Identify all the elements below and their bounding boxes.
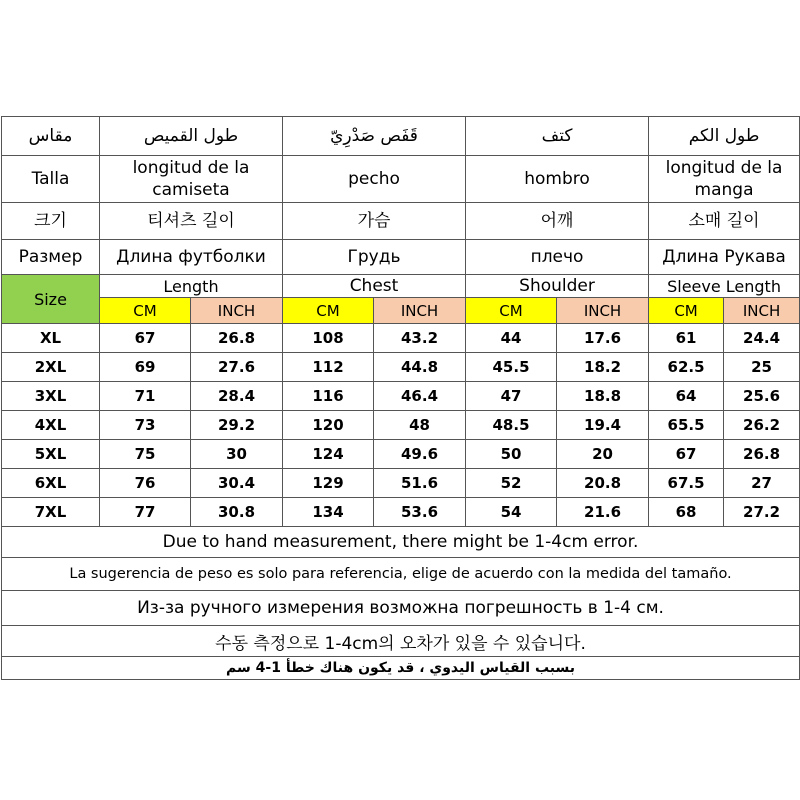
sleeve-inch-cell: 24.4 bbox=[724, 324, 800, 353]
russian-size-label: Размер bbox=[2, 240, 100, 275]
note-row-korean bbox=[2, 626, 800, 657]
shoulder-cm-cell: 47 bbox=[466, 382, 557, 411]
chest-inch-header: INCH bbox=[374, 298, 466, 324]
chest-inch-cell: 43.2 bbox=[374, 324, 466, 353]
sleeve-cm-cell: 61 bbox=[649, 324, 724, 353]
table-row bbox=[2, 469, 800, 498]
spanish-sleeve-label: longitud de la manga bbox=[649, 156, 800, 203]
shoulder-inch-cell: 18.2 bbox=[557, 353, 649, 382]
russian-shoulder-label: плечо bbox=[466, 240, 649, 275]
note-row-english bbox=[2, 527, 800, 558]
table-row bbox=[2, 353, 800, 382]
sleeve-inch-cell: 26.8 bbox=[724, 440, 800, 469]
chest-cm-cell: 129 bbox=[283, 469, 374, 498]
shoulder-cm-cell: 45.5 bbox=[466, 353, 557, 382]
sleeve-cm-cell: 65.5 bbox=[649, 411, 724, 440]
length-inch-cell: 30.8 bbox=[191, 498, 283, 527]
shoulder-inch-cell: 20 bbox=[557, 440, 649, 469]
shoulder-inch-cell: 17.6 bbox=[557, 324, 649, 353]
chest-cm-header: CM bbox=[283, 298, 374, 324]
length-inch-cell: 30 bbox=[191, 440, 283, 469]
chest-header: Chest bbox=[283, 275, 466, 298]
korean-header-row bbox=[2, 203, 800, 240]
note-row-russian bbox=[2, 591, 800, 626]
table-row bbox=[2, 498, 800, 527]
chest-cm-cell: 112 bbox=[283, 353, 374, 382]
chest-cm-cell: 116 bbox=[283, 382, 374, 411]
shoulder-cm-cell: 52 bbox=[466, 469, 557, 498]
length-inch-cell: 26.8 bbox=[191, 324, 283, 353]
spanish-shoulder-label: hombro bbox=[466, 156, 649, 203]
sleeve-cm-cell: 64 bbox=[649, 382, 724, 411]
size-cell: 7XL bbox=[2, 498, 100, 527]
length-cm-cell: 75 bbox=[100, 440, 191, 469]
size-cell: XL bbox=[2, 324, 100, 353]
spanish-size-label: Talla bbox=[2, 156, 100, 203]
chest-cm-cell: 120 bbox=[283, 411, 374, 440]
chest-inch-cell: 51.6 bbox=[374, 469, 466, 498]
sleeve-inch-cell: 27.2 bbox=[724, 498, 800, 527]
note-row-arabic bbox=[2, 657, 800, 680]
size-cell: 2XL bbox=[2, 353, 100, 382]
length-cm-cell: 69 bbox=[100, 353, 191, 382]
shoulder-inch-cell: 19.4 bbox=[557, 411, 649, 440]
sleeve-cm-cell: 67 bbox=[649, 440, 724, 469]
table-row bbox=[2, 324, 800, 353]
arabic-chest-label: قَفَص صَدْرِيّ bbox=[283, 117, 466, 156]
shoulder-inch-cell: 21.6 bbox=[557, 498, 649, 527]
size-cell: 3XL bbox=[2, 382, 100, 411]
sleeve-inch-header: INCH bbox=[724, 298, 800, 324]
shoulder-inch-cell: 20.8 bbox=[557, 469, 649, 498]
shoulder-inch-header: INCH bbox=[557, 298, 649, 324]
length-cm-cell: 67 bbox=[100, 324, 191, 353]
russian-chest-label: Грудь bbox=[283, 240, 466, 275]
length-inch-cell: 30.4 bbox=[191, 469, 283, 498]
english-header-row bbox=[2, 275, 800, 298]
sleeve-cm-cell: 67.5 bbox=[649, 469, 724, 498]
arabic-shoulder-label: كتف bbox=[466, 117, 649, 156]
note-row-spanish bbox=[2, 558, 800, 591]
korean-length-label: 티셔츠 길이 bbox=[100, 203, 283, 240]
sleeve-cm-cell: 62.5 bbox=[649, 353, 724, 382]
arabic-header-row bbox=[2, 117, 800, 156]
length-inch-cell: 28.4 bbox=[191, 382, 283, 411]
table-row bbox=[2, 440, 800, 469]
chest-inch-cell: 48 bbox=[374, 411, 466, 440]
length-header: Length bbox=[100, 275, 283, 298]
russian-sleeve-label: Длина Рукава bbox=[649, 240, 800, 275]
chest-cm-cell: 124 bbox=[283, 440, 374, 469]
spanish-chest-label: pecho bbox=[283, 156, 466, 203]
chest-cm-cell: 134 bbox=[283, 498, 374, 527]
chest-inch-cell: 46.4 bbox=[374, 382, 466, 411]
sleeve-inch-cell: 27 bbox=[724, 469, 800, 498]
spanish-header-row bbox=[2, 156, 800, 203]
size-header: Size bbox=[2, 275, 100, 324]
size-cell: 5XL bbox=[2, 440, 100, 469]
shoulder-cm-cell: 48.5 bbox=[466, 411, 557, 440]
length-cm-cell: 76 bbox=[100, 469, 191, 498]
length-inch-cell: 29.2 bbox=[191, 411, 283, 440]
arabic-sleeve-label: طول الكم bbox=[649, 117, 800, 156]
chest-cm-cell: 108 bbox=[283, 324, 374, 353]
table-row bbox=[2, 411, 800, 440]
arabic-size-label: مقاس bbox=[2, 117, 100, 156]
measurement-rows bbox=[2, 324, 800, 527]
table-row bbox=[2, 382, 800, 411]
length-cm-cell: 77 bbox=[100, 498, 191, 527]
arabic-length-label: طول القميص bbox=[100, 117, 283, 156]
size-chart-table bbox=[1, 116, 800, 680]
chest-inch-cell: 53.6 bbox=[374, 498, 466, 527]
shoulder-inch-cell: 18.8 bbox=[557, 382, 649, 411]
length-cm-cell: 71 bbox=[100, 382, 191, 411]
chest-inch-cell: 49.6 bbox=[374, 440, 466, 469]
shoulder-cm-cell: 50 bbox=[466, 440, 557, 469]
sleeve-cm-cell: 68 bbox=[649, 498, 724, 527]
length-cm-cell: 73 bbox=[100, 411, 191, 440]
sleeve-inch-cell: 25.6 bbox=[724, 382, 800, 411]
length-inch-cell: 27.6 bbox=[191, 353, 283, 382]
size-cell: 6XL bbox=[2, 469, 100, 498]
note-korean: 수동 측정으로 1-4cm의 오차가 있을 수 있습니다. bbox=[2, 626, 800, 657]
note-arabic: بسبب القياس اليدوي ، قد يكون هناك خطأ 1-4 سم bbox=[2, 657, 800, 680]
length-cm-header: CM bbox=[100, 298, 191, 324]
sleeve-inch-cell: 26.2 bbox=[724, 411, 800, 440]
korean-shoulder-label: 어깨 bbox=[466, 203, 649, 240]
note-russian: Из-за ручного измерения возможна погрешность в 1-4 см. bbox=[2, 591, 800, 626]
note-spanish: La sugerencia de peso es solo para referencia, elige de acuerdo con la medida del tamaño. bbox=[2, 558, 800, 591]
sleeve-length-header: Sleeve Length bbox=[649, 275, 800, 298]
shoulder-header: Shoulder bbox=[466, 275, 649, 298]
shoulder-cm-cell: 54 bbox=[466, 498, 557, 527]
korean-size-label: 크기 bbox=[2, 203, 100, 240]
chest-inch-cell: 44.8 bbox=[374, 353, 466, 382]
size-cell: 4XL bbox=[2, 411, 100, 440]
spanish-length-label: longitud de la camiseta bbox=[100, 156, 283, 203]
length-inch-header: INCH bbox=[191, 298, 283, 324]
sleeve-cm-header: CM bbox=[649, 298, 724, 324]
korean-chest-label: 가슴 bbox=[283, 203, 466, 240]
sleeve-inch-cell: 25 bbox=[724, 353, 800, 382]
note-english: Due to hand measurement, there might be 1-4cm error. bbox=[2, 527, 800, 558]
korean-sleeve-label: 소매 길이 bbox=[649, 203, 800, 240]
russian-header-row bbox=[2, 240, 800, 275]
russian-length-label: Длина футболки bbox=[100, 240, 283, 275]
shoulder-cm-cell: 44 bbox=[466, 324, 557, 353]
unit-header-row bbox=[2, 298, 800, 324]
shoulder-cm-header: CM bbox=[466, 298, 557, 324]
